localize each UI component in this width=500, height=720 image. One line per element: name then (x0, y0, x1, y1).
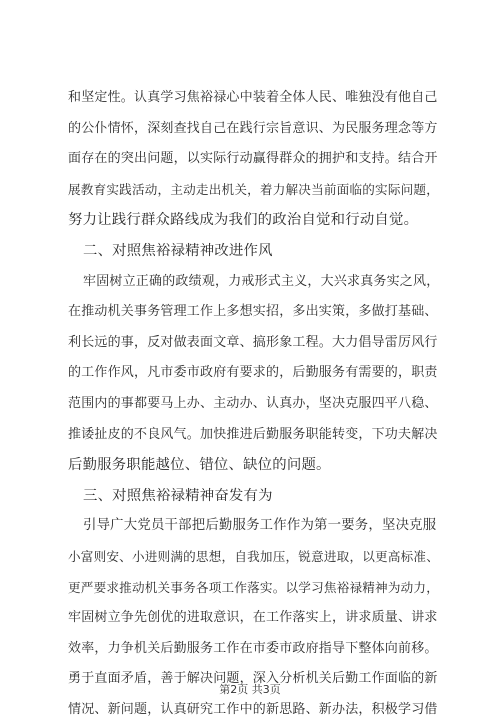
paragraph-line: 效率，力争机关后勤服务工作在市委市政府指导下整体向前移。 (68, 640, 438, 656)
paragraph-line: 牢固树立争先创优的进取意识，在工作落实上，讲求质量、讲求 (68, 610, 438, 626)
paragraph-line: 情况、新问题，认真研究工作中的新思路、新办法，积极学习借 (68, 702, 438, 717)
paragraph-line: 和坚定性。认真学习焦裕禄心中装着全体人民、唯独没有他自己 (68, 90, 438, 105)
paragraph-line: 小富则安、小进则满的思想，自我加压，锐意进取，以更高标准、 (68, 549, 440, 564)
paragraph-line: 范围内的事都要马上办、主动办、认真办，坚决克服四平八稳、 (68, 396, 438, 411)
paragraph-line: 推诿扯皮的不良风气。加快推进后勤服务职能转变，下功夫解决 (68, 426, 438, 442)
page-number-footer: 第2页 共3页 (219, 683, 281, 696)
paragraph-line: 后勤服务职能越位、错位、缺位的问题。 (68, 457, 331, 474)
paragraph-line: 利长远的事，反对做表面文章、搞形象工程。大力倡导雷厉风行 (68, 334, 438, 350)
paragraph-line: 勇于直面矛盾，善于解决问题，深入分析机关后勤工作面临的新 (68, 671, 438, 687)
paragraph-line: 更严要求推动机关事务各项工作落实。以学习焦裕禄精神为动力， (68, 579, 440, 595)
paragraph-line: 牢固树立正确的政绩观，力戒形式主义，大兴求真务实之风， (83, 273, 440, 289)
paragraph-line: 的公仆情怀，深刻查找自己在践行宗旨意识、为民服务理念等方 (68, 120, 438, 136)
section-heading: 三、对照焦裕禄精神奋发有为 (83, 487, 273, 504)
paragraph-line: 展教育实践活动，主动走出机关，着力解决当前面临的实际问题， (68, 181, 440, 197)
paragraph-line: 面存在的突出问题，以实际行动赢得群众的拥护和支持。结合开 (68, 151, 438, 167)
paragraph-line: 的工作作风，凡市委市政府有要求的，后勤服务有需要的，职责 (68, 365, 438, 381)
section-heading: 二、对照焦裕禄精神改进作风 (83, 243, 273, 259)
paragraph-line: 努力让践行群众路线成为我们的政治自觉和行动自觉。 (68, 212, 419, 229)
paragraph-line: 在推动机关事务管理工作上多想实招，多出实策，多做打基础、 (68, 304, 438, 320)
paragraph-line: 引导广大党员干部把后勤服务工作作为第一要务，坚决克服 (83, 518, 437, 534)
